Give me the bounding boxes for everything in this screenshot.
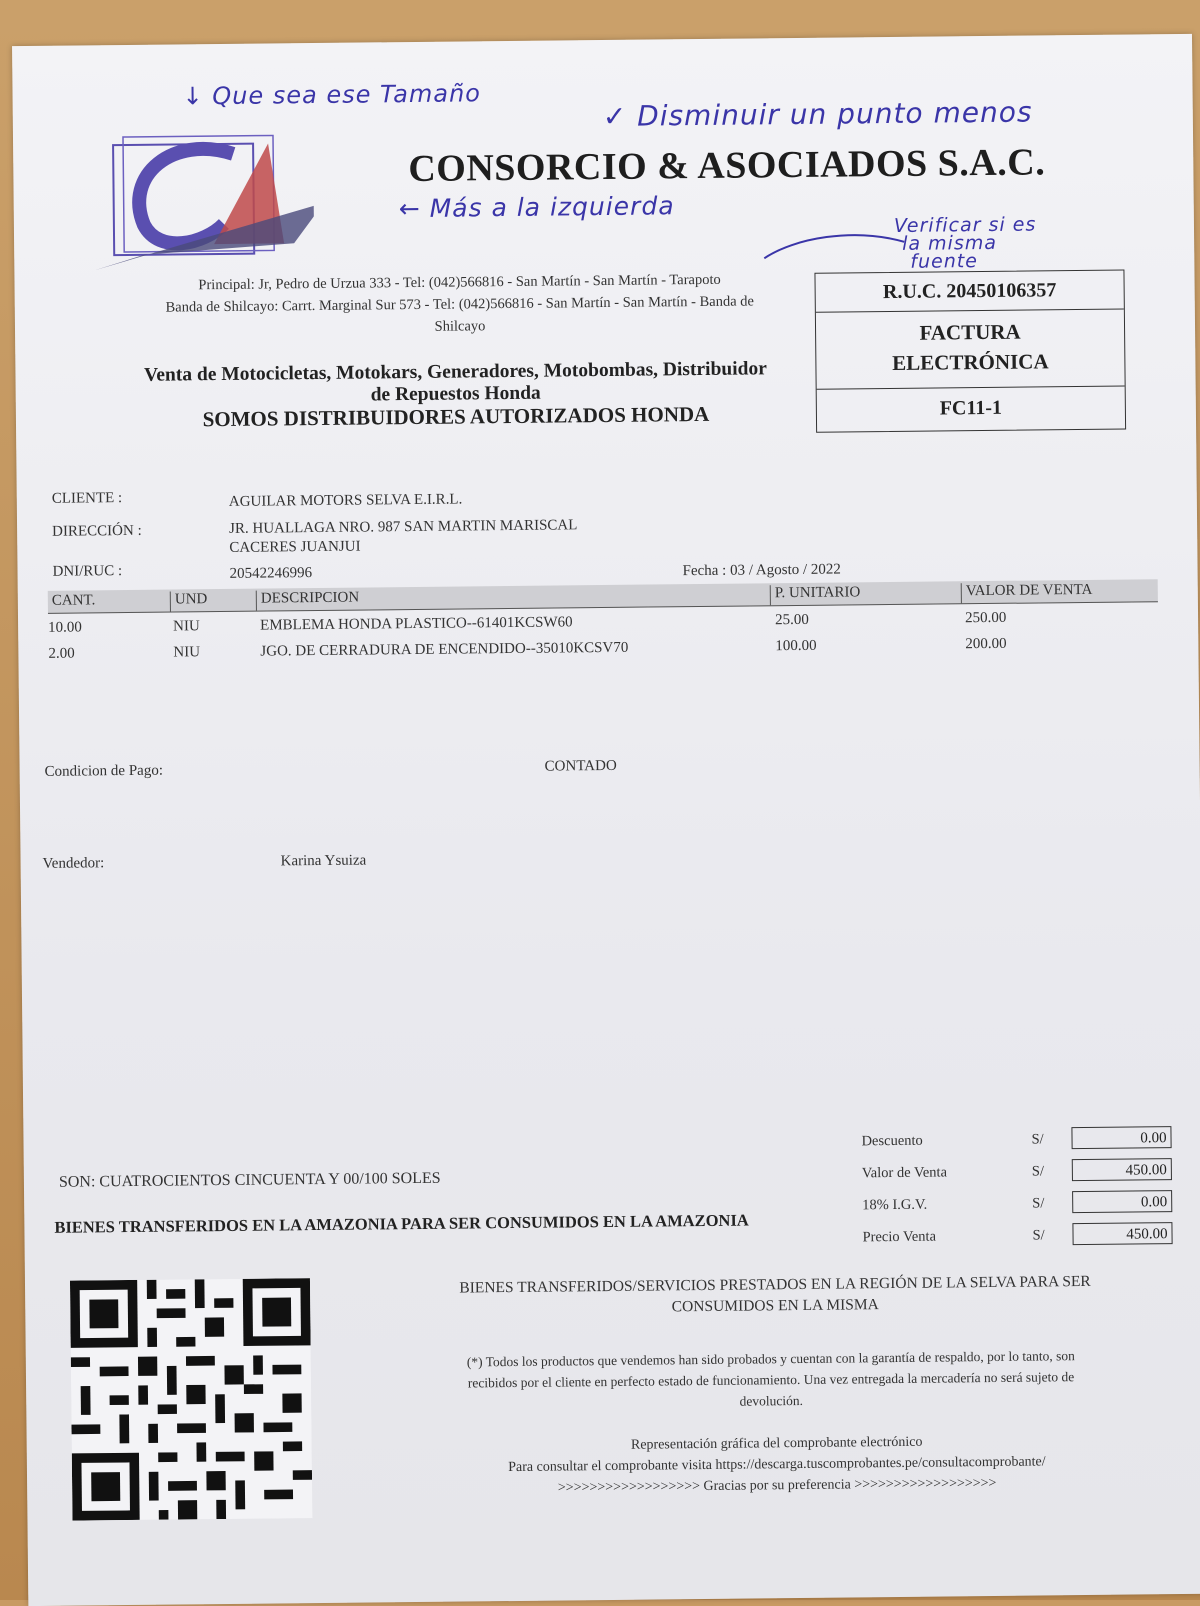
consulta-link[interactable]: Para consultar el comprobante visita https://descarga.tuscomprobantes.pe/consultacomprobante/ <box>508 1454 1046 1476</box>
invoice-number: FC11-1 <box>939 396 1003 420</box>
ruc-box <box>814 270 1126 433</box>
handwritten-note-left: ← Más a la izquierda <box>398 191 675 224</box>
company-logo-icon <box>83 123 315 285</box>
qr-code-icon <box>70 1278 313 1521</box>
precio-venta-value: 450.00 <box>1072 1222 1172 1245</box>
items-table-header <box>48 579 1158 614</box>
cliente-label: CLIENTE : <box>51 490 123 507</box>
vendedor-value: Karina Ysuiza <box>280 852 367 870</box>
cliente-value: AGUILAR MOTORS SELVA E.I.R.L. <box>228 491 463 510</box>
invoice-paper <box>12 34 1200 1606</box>
descuento-row: Descuento S/ 0.00 <box>861 1126 1191 1161</box>
amount-in-words: SON: CUATROCIENTOS CINCUENTA Y 00/100 SOLES <box>58 1169 441 1191</box>
amazonia-notice: BIENES TRANSFERIDOS EN LA AMAZONIA PARA SER CONSUMIDOS EN LA AMAZONIA <box>54 1210 749 1237</box>
col-valor-venta: VALOR DE VENTA <box>961 582 1093 603</box>
selva-notice: BIENES TRANSFERIDOS/SERVICIOS PRESTADOS EN LA REGIÓN DE LA SELVA PARA SER CONSUMIDOS EN LA MISMA <box>459 1272 1091 1316</box>
table-row: 10.00 NIU EMBLEMA HONDA PLASTICO--61401KCSW60 25.00 250.00 <box>48 609 1007 636</box>
direccion-label: DIRECCIÓN : <box>52 522 142 540</box>
direccion-value: JR. HUALLAGA NRO. 987 SAN MARTIN MARISCAL CACERES JUANJUI <box>229 517 578 556</box>
col-und: UND <box>170 591 208 611</box>
col-descripcion: DESCRIPCION <box>256 590 360 611</box>
descuento-value: 0.00 <box>1071 1126 1171 1149</box>
company-tagline: Venta de Motocicletas, Motokars, Generadores, Motobombas, Distribuidor de Repuestos Honda SOMOS DISTRIBUIDORES AUTORIZADOS HONDA <box>143 358 767 432</box>
dni-value: 20542246996 <box>229 565 313 582</box>
condicion-label: Condicion de Pago: <box>44 762 164 780</box>
warranty-notice: (*) Todos los productos que vendemos han sido probados y cuentan con la garantía de respaldo, por lo tanto, son recibidos por el cliente en perfecto estado de funcionamiento. Una vez entregada la mercadería no será sujeto de devolución. <box>466 1348 1075 1409</box>
table-row: 2.00 NIU JGO. DE CERRADURA DE ENCENDIDO--35010KCSV70 100.00 200.00 <box>48 635 1007 662</box>
handwritten-note-font: Verificar si es la misma fuente <box>893 213 1037 273</box>
invoice-type: FACTURA ELECTRÓNICA <box>816 310 1125 390</box>
ruc-number: R.U.C. 20450106357 <box>815 271 1123 313</box>
totals-panel <box>861 1126 1192 1257</box>
dni-label: DNI/RUC : <box>52 563 123 580</box>
vendedor-label: Vendedor: <box>42 855 105 872</box>
precio-venta-row: Precio Venta S/ 450.00 <box>862 1222 1192 1257</box>
company-name: CONSORCIO & ASOCIADOS S.A.C. <box>408 141 1046 191</box>
handwritten-note-reduce: ✓ Disminuir un punto menos <box>602 95 1033 133</box>
condicion-value: CONTADO <box>544 757 617 775</box>
electronic-representation: Representación gráfica del comprobante electrónico Para consultar el comprobante visita https://descarga.tuscomprobantes.pe/consultacomprobante/ >>>>>>>>>>>>>>>>>> Gracias por su preferencia >>>>>>>>>>>>>>>>>> <box>377 1429 1178 1500</box>
valor-venta-value: 450.00 <box>1072 1158 1172 1181</box>
company-address: Principal: Jr, Pedro de Urzua 333 - Tel: (042)566816 - San Martín - San Martín - Tarapoto Banda de Shilcayo: Carrt. Marginal Sur 573 - Tel: (042)566816 - San Martín - San Martín - Banda de Shilcayo <box>165 271 755 335</box>
col-p-unitario: P. UNITARIO <box>770 584 861 605</box>
handwritten-note-size: ↓ Que sea ese Tamaño <box>182 79 482 111</box>
col-cant: CANT. <box>51 592 96 609</box>
igv-row: 18% I.G.V. S/ 0.00 <box>862 1190 1192 1225</box>
igv-value: 0.00 <box>1072 1190 1172 1213</box>
valor-venta-row: Valor de Venta S/ 450.00 <box>862 1158 1192 1193</box>
invoice-date: Fecha : 03 / Agosto / 2022 <box>682 561 841 580</box>
